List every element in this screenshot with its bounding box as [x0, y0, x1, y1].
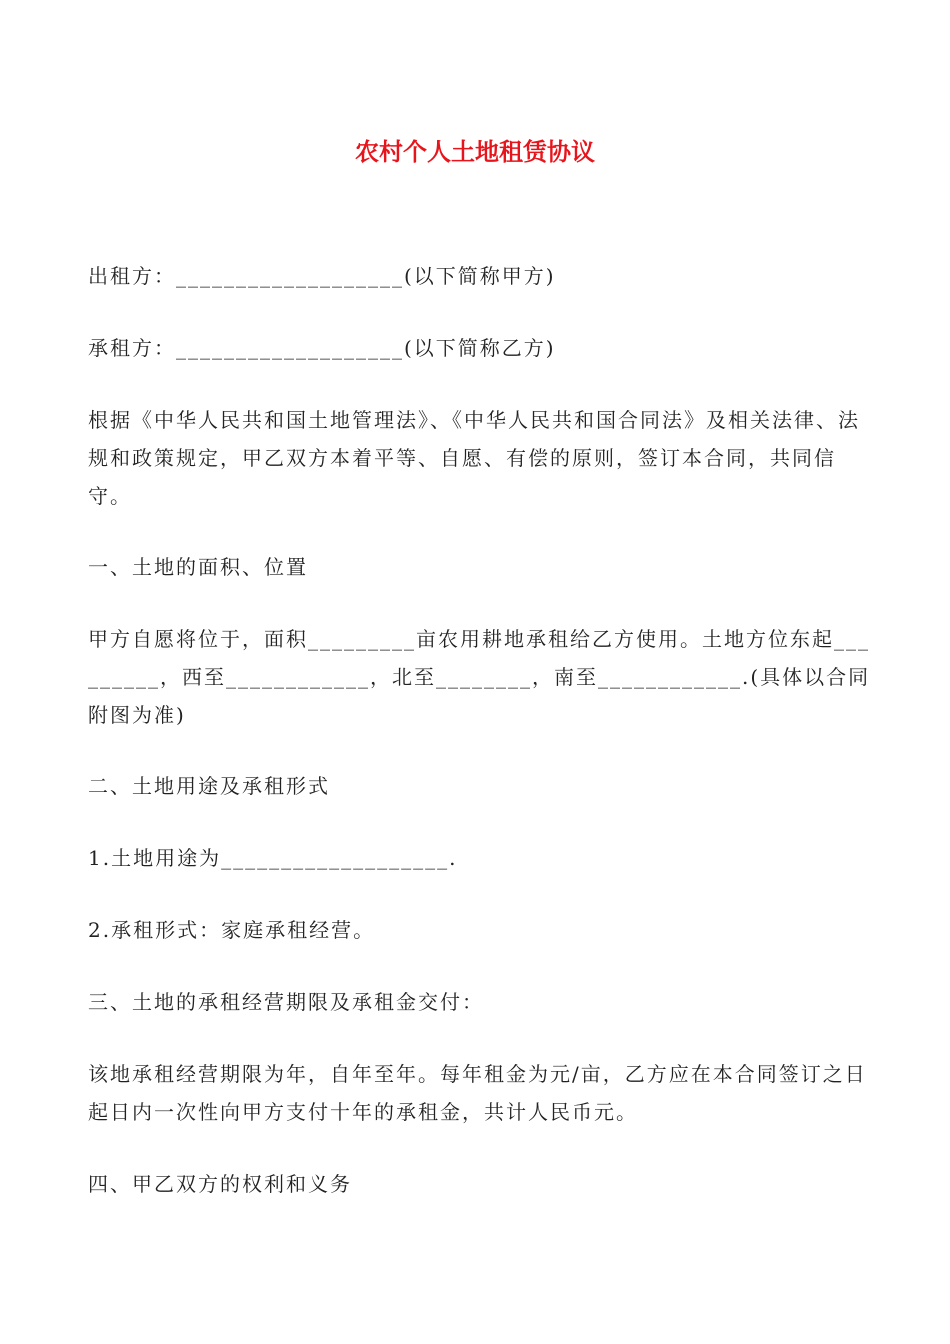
lease-form-item: 2.承租形式：家庭承租经营。 [88, 918, 376, 942]
land-use-item: 1.土地用途为___________________. [88, 846, 458, 870]
document-title: 农村个人土地租赁协议 [355, 138, 595, 166]
section-heading-2: 二、土地用途及承租形式 [88, 774, 330, 798]
land-location-paragraph: 甲方自愿将位于，面积_________亩农用耕地承租给乙方使用。土地方位东起_________，西至____________，北至________，南至____________.(具体以合同附图为准) [88, 627, 871, 727]
section-heading-1: 一、土地的面积、位置 [88, 555, 308, 579]
lessor-line: 出租方：___________________(以下简称甲方) [88, 264, 556, 288]
lease-term-paragraph: 该地承租经营期限为年，自年至年。每年租金为元/亩，乙方应在本合同签订之日起日内一次性向甲方支付十年的承租金，共计人民币元。 [88, 1062, 867, 1124]
lessee-line: 承租方：___________________(以下简称乙方) [88, 336, 556, 360]
preamble-paragraph: 根据《中华人民共和国土地管理法》、《中华人民共和国合同法》及相关法律、法规和政策规定，甲乙双方本着平等、自愿、有偿的原则，签订本合同，共同信守。 [88, 408, 860, 508]
section-heading-4: 四、甲乙双方的权利和义务 [88, 1172, 352, 1196]
section-heading-3: 三、土地的承租经营期限及承租金交付： [88, 990, 484, 1014]
